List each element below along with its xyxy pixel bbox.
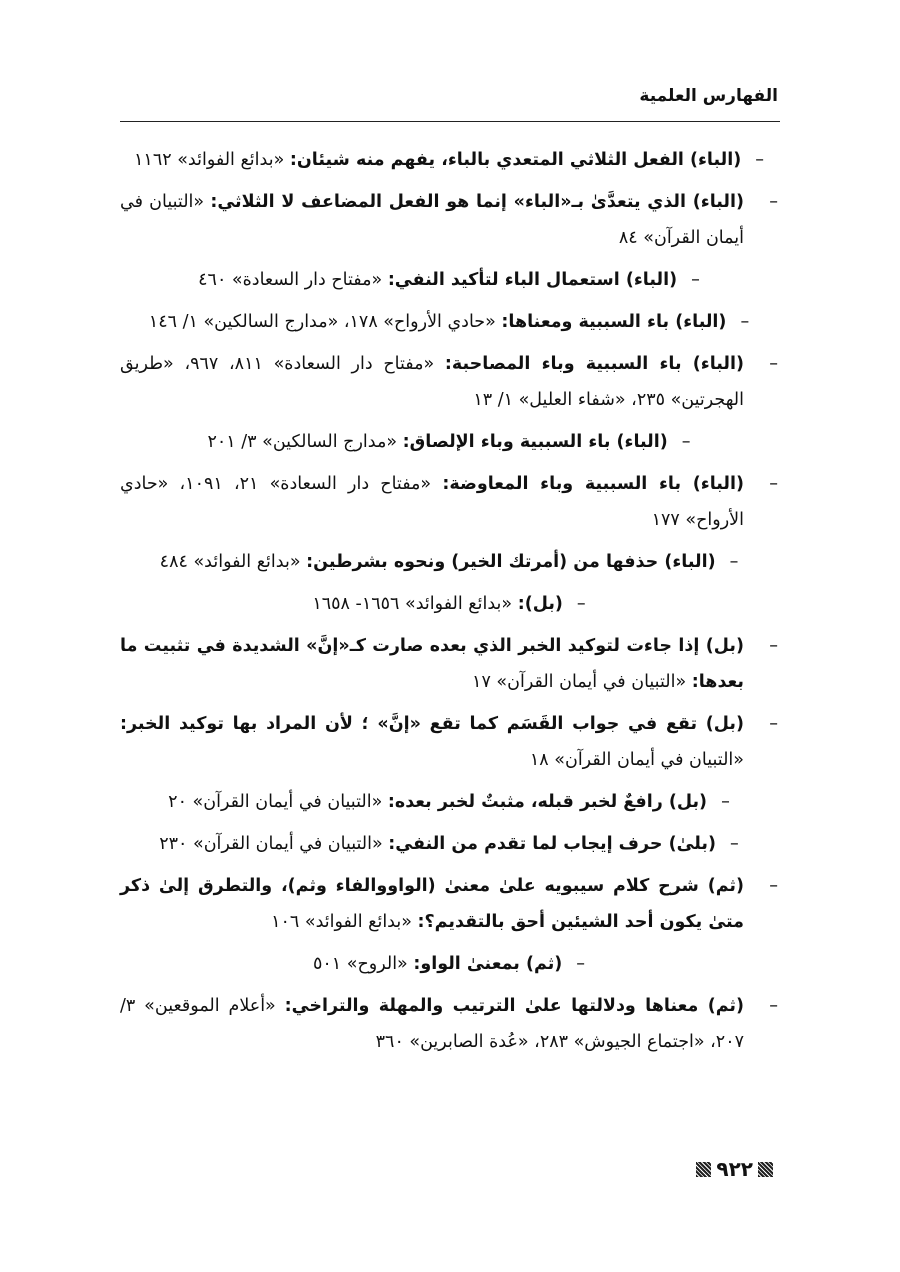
index-entries [120, 142, 778, 1066]
index-entry [120, 262, 778, 298]
index-entry [120, 946, 778, 982]
entry-references: «مفتاح دار السعادة» ٢١، ١٠٩١، «حادي الأرواح» ١٧٧ [120, 474, 744, 530]
entry-references: «بدائع الفوائد» ١١٦٢ [134, 150, 285, 170]
entry-heading: (الباء) باء السببية وباء المصاحبة: [444, 354, 744, 374]
bullet-dash: – [740, 312, 750, 332]
bullet-dash: – [755, 150, 764, 170]
entry-heading: (الباء) الذي يتعدَّىٰ بـ«الباء» إنما هو الفعل المضاعف لا الثلاثي: [210, 192, 744, 212]
entry-heading: (بل) رافعٌ لخبر قبله، مثبتٌ لخبر بعده: [387, 792, 708, 812]
entry-heading: (الباء) الفعل الثلاثي المتعدي بالباء، يفهم منه شيئان: [289, 150, 742, 170]
entry-references: «التبيان في أيمان القرآن» ٢٠ [168, 792, 383, 812]
index-entry [120, 586, 778, 622]
entry-heading: (بل) إذا جاءت لتوكيد الخبر الذي بعده صارت كـ«إنَّ» الشديدة في تثبيت ما بعدها: [120, 636, 744, 692]
bullet-dash: – [769, 996, 778, 1016]
entry-heading: (الباء) باء السببية وباء الإلصاق: [402, 432, 668, 452]
index-entry [120, 544, 778, 580]
bullet-dash: – [681, 432, 691, 452]
page-number: ٩٢٢ [716, 1157, 753, 1181]
bullet-dash: – [769, 636, 778, 656]
bullet-dash: – [576, 594, 586, 614]
index-entry [120, 304, 778, 340]
index-entry [120, 868, 778, 940]
index-entry [120, 988, 778, 1060]
entry-references: «حادي الأرواح» ١٧٨، «مدارج السالكين» ١/ ١٤٦ [148, 312, 496, 332]
ornament-icon [758, 1162, 773, 1177]
entry-heading: (بلىٰ) حرف إيجاب لما تقدم من النفي: [388, 834, 717, 854]
index-entry [120, 184, 778, 256]
entry-heading: (ثم) بمعنىٰ الواو: [413, 954, 563, 974]
bullet-dash: – [576, 954, 586, 974]
entry-references: «التبيان في أيمان القرآن» ٨٤ [120, 192, 744, 248]
index-entry [120, 826, 778, 862]
index-entry [120, 346, 778, 418]
entry-references: «التبيان في أيمان القرآن» ٢٣٠ [159, 834, 383, 854]
bullet-dash: – [769, 192, 778, 212]
entry-heading: (الباء) استعمال الباء لتأكيد النفي: [387, 270, 678, 290]
entry-heading: (ثم) شرح كلام سيبويه علىٰ معنىٰ (الواووالفاء وثم)، والتطرق إلىٰ ذكر متىٰ يكون أحد الشيئين أحق بالتقديم؟: [120, 876, 744, 932]
entry-references: «بدائع الفوائد» ١٦٥٦- ١٦٥٨ [312, 594, 513, 614]
bullet-dash: – [691, 270, 700, 290]
bullet-dash: – [769, 474, 778, 494]
header-divider [120, 121, 780, 122]
bullet-dash: – [721, 792, 730, 812]
index-entry [120, 784, 778, 820]
entry-references: «مفتاح دار السعادة» ٤٦٠ [198, 270, 383, 290]
index-entry [120, 424, 778, 460]
bullet-dash: – [769, 876, 778, 896]
entry-references: «أعلام الموقعين» ٣/ ٢٠٧، «اجتماع الجيوش» ٢٨٣، «عُدة الصابرين» ٣٦٠ [120, 996, 744, 1052]
entry-heading: (ثم) معناها ودلالتها علىٰ الترتيب والمهلة والتراخي: [284, 996, 744, 1016]
index-entry [120, 466, 778, 538]
bullet-dash: – [729, 552, 739, 572]
ornament-icon [696, 1162, 711, 1177]
bullet-dash: – [730, 834, 739, 854]
entry-references: «بدائع الفوائد» ١٠٦ [271, 912, 412, 932]
entry-references: «الروح» ٥٠١ [312, 954, 408, 974]
entry-references: «مدارج السالكين» ٣/ ٢٠١ [207, 432, 398, 452]
entry-heading: (بل): [517, 594, 563, 614]
entry-heading: (بل) تقع في جواب القَسَم كما تقع «إنَّ» ؛ لأن المراد بها توكيد الخبر: [120, 714, 744, 734]
running-header: الفهارس العلمية [639, 86, 778, 106]
entry-heading: (الباء) باء السببية وباء المعاوضة: [442, 474, 744, 494]
entry-references: «بدائع الفوائد» ٤٨٤ [159, 552, 301, 572]
entry-references: «التبيان في أيمان القرآن» ١٧ [472, 672, 687, 692]
bullet-dash: – [769, 354, 778, 374]
entry-references: «التبيان في أيمان القرآن» ١٨ [529, 750, 744, 770]
index-entry [120, 628, 778, 700]
index-entry [120, 142, 778, 178]
entry-heading: (الباء) باء السببية ومعناها: [501, 312, 727, 332]
entry-heading: (الباء) حذفها من (أمرتك الخير) ونحوه بشرطين: [306, 552, 716, 572]
bullet-dash: – [769, 714, 778, 734]
page-footer [691, 1157, 778, 1181]
index-entry [120, 706, 778, 778]
entry-references: «مفتاح دار السعادة» ٨١١، ٩٦٧، «طريق الهجرتين» ٢٣٥، «شفاء العليل» ١/ ١٣ [120, 354, 744, 410]
